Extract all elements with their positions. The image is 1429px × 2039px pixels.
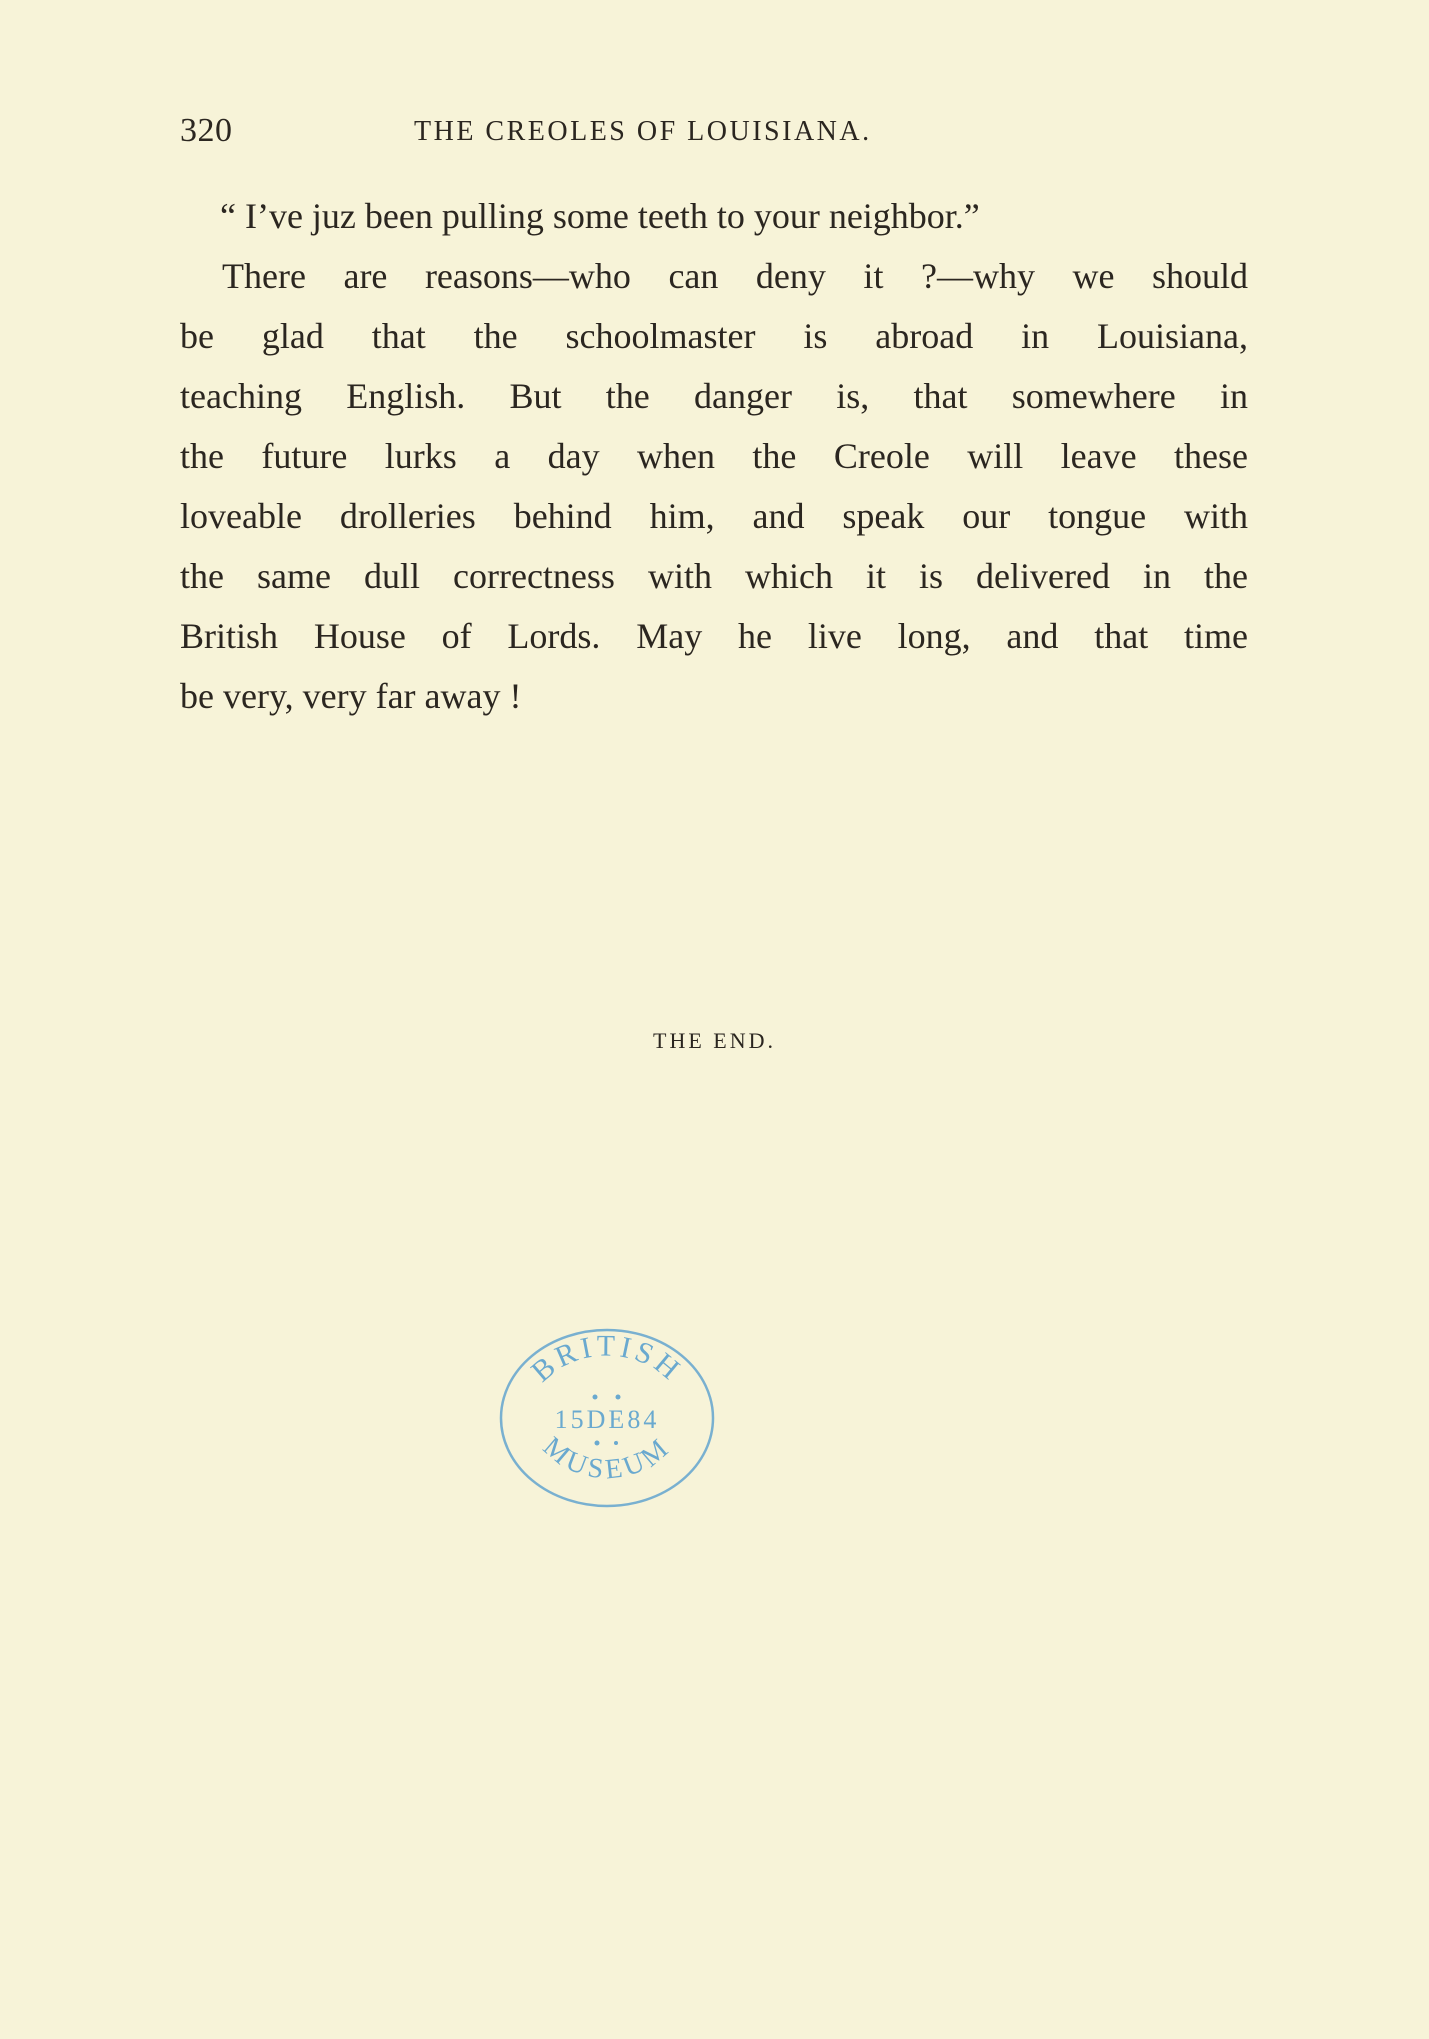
- text-line: the future lurks a day when the Creole will leave these: [180, 436, 1248, 476]
- stamp-top-text: BRITISH: [525, 1329, 689, 1389]
- text-line: There are reasons—who can deny it ?—why we should: [222, 256, 1248, 296]
- running-title: THE CREOLES OF LOUISIANA.: [414, 116, 872, 147]
- text-line: “ I’ve juz been pulling some teeth to your neighbor.”: [220, 196, 980, 236]
- the-end: THE END.: [653, 1028, 776, 1053]
- text-line: loveable drolleries behind him, and speak our tongue with: [180, 496, 1248, 536]
- text-line: be very, very far away !: [180, 676, 522, 716]
- page-number: 320: [180, 112, 233, 149]
- stamp-bottom-text: MUSEUM: [536, 1431, 678, 1486]
- stamp-date: 15DE84: [554, 1405, 660, 1434]
- text-line: teaching English. But the danger is, that somewhere in: [180, 376, 1248, 416]
- running-head: [180, 112, 1248, 152]
- text-line: British House of Lords. May he live long, and that time: [180, 616, 1248, 656]
- text-line: the same dull correctness with which it is delivered in the: [180, 556, 1248, 596]
- body-text: [180, 186, 1248, 726]
- text-line: be glad that the schoolmaster is abroad in Louisiana,: [180, 316, 1248, 356]
- library-stamp: [494, 1322, 720, 1514]
